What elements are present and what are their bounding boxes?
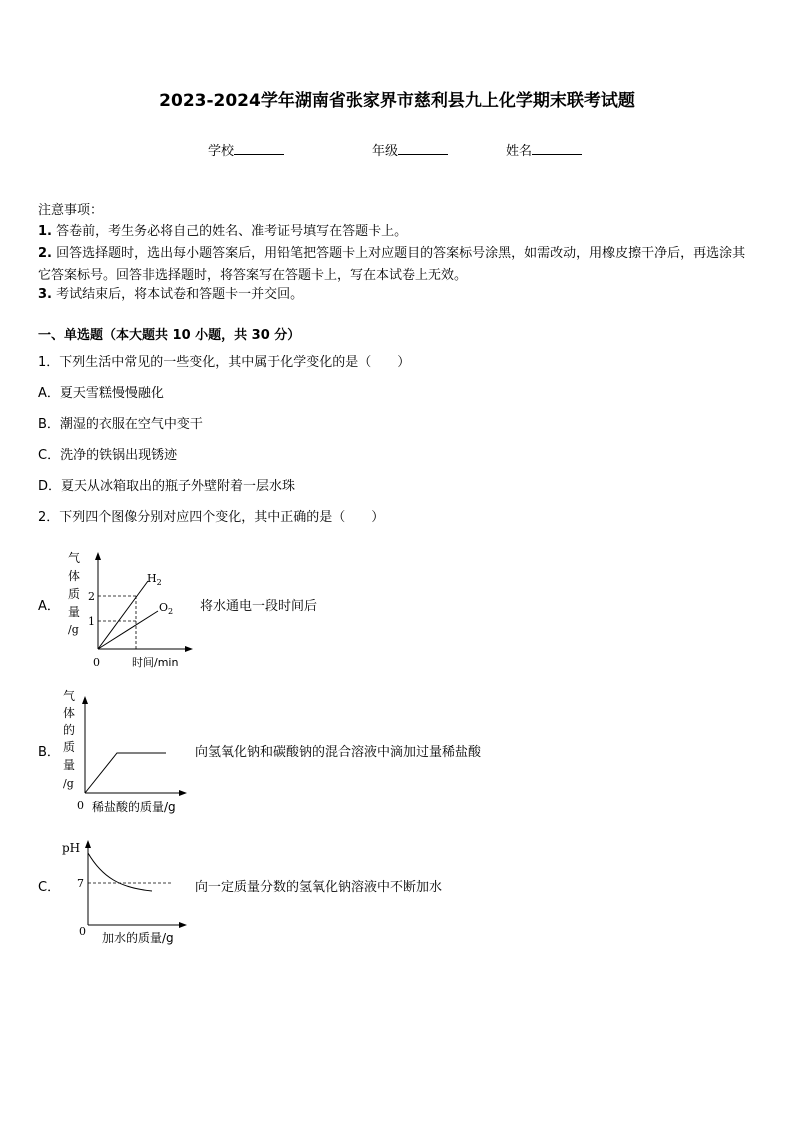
name-blank (532, 142, 582, 155)
note-item (38, 243, 758, 287)
option-b-letter: B． (38, 745, 60, 760)
option-d: D．夏天从冰箱取出的瓶子外壁附着一层水珠 (38, 479, 296, 494)
grade-field (372, 140, 448, 159)
x-axis-label: 加水的质量/g (102, 931, 174, 945)
y-label-char: /g (68, 623, 79, 636)
note-number: 3. (38, 287, 52, 302)
option-c-letter: C． (38, 880, 61, 895)
x-axis-label: 稀盐酸的质量/g (92, 800, 176, 814)
name-field (506, 140, 582, 159)
origin-label: 0 (93, 656, 100, 669)
y-label-char: 质 (63, 740, 76, 754)
ph-curve (88, 853, 152, 891)
option-b: B．潮湿的衣服在空气中变干 (38, 417, 203, 432)
note-item (38, 223, 407, 241)
gas-curve (85, 753, 166, 793)
h2-line (98, 581, 148, 649)
y-label-char: 量 (68, 605, 81, 619)
grade-label: 年级 (372, 144, 399, 159)
y-tick-label: 7 (77, 877, 84, 890)
y-label-char: 气 (63, 689, 76, 703)
question-stem: 1．下列生活中常见的一些变化，其中属于化学变化的是（ ） (38, 355, 411, 370)
name-label: 姓名 (506, 144, 533, 159)
option-c-desc: 向一定质量分数的氢氧化钠溶液中不断加水 (195, 880, 443, 895)
option-a-desc: 将水通电一段时间后 (200, 599, 318, 614)
school-label: 学校 (208, 144, 235, 159)
origin-label: 0 (79, 925, 86, 938)
y-tick-label: 2 (88, 590, 95, 603)
option-a: A．夏天雪糕慢慢融化 (38, 386, 164, 401)
note-number: 2. (38, 246, 52, 261)
note-text: 回答选择题时，选出每小题答案后，用铅笔把答题卡上对应题目的答案标号涂黑，如需改动，用橡皮擦干净后，再选涂其它答案标号。回答非选择题时，将答案写在答题卡上，写在本试卷上无效。 (38, 246, 746, 283)
section-heading: 一、单选题（本大题共 10 小题，共 30 分） (38, 328, 301, 343)
x-axis-label: 时间/min (132, 656, 179, 669)
y-tick-label: 1 (88, 615, 95, 628)
graph-c-ph-dilution (60, 835, 195, 950)
school-field (208, 140, 284, 159)
note-item (38, 286, 303, 304)
series-label-o2: $O_2$ (159, 601, 174, 616)
note-number: 1. (38, 224, 52, 239)
origin-label: 0 (77, 799, 84, 812)
y-axis-label: pH (62, 841, 81, 855)
option-a-letter: A． (38, 599, 60, 614)
y-label-char: 量 (63, 758, 76, 772)
note-text: 考试结束后，将本试卷和答题卡一并交回。 (56, 287, 304, 302)
series-label-h2: $H_2$ (147, 572, 162, 587)
y-label-char: 体 (63, 706, 76, 720)
page-title: 2023-2024学年湖南省张家界市慈利县九上化学期末联考试题 (159, 91, 635, 111)
note-text: 答卷前，考生务必将自己的姓名、准考证号填写在答题卡上。 (56, 224, 408, 239)
notes-heading: 注意事项： (38, 203, 104, 218)
grade-blank (398, 142, 448, 155)
y-label-char: 气 (68, 551, 81, 565)
y-label-char: 体 (68, 569, 81, 583)
graph-a-electrolysis (60, 545, 200, 670)
question-stem: 2．下列四个图像分别对应四个变化，其中正确的是（ ） (38, 510, 385, 525)
option-b-desc: 向氢氧化钠和碳酸钠的混合溶液中滴加过量稀盐酸 (195, 745, 482, 760)
graph-b-acid-carbonate (60, 685, 200, 820)
y-label-char: /g (63, 777, 74, 790)
y-label-char: 的 (63, 723, 76, 737)
o2-line (98, 611, 158, 649)
y-label-char: 质 (68, 587, 81, 601)
school-blank (234, 142, 284, 155)
option-c: C．洗净的铁锅出现锈迹 (38, 448, 178, 463)
